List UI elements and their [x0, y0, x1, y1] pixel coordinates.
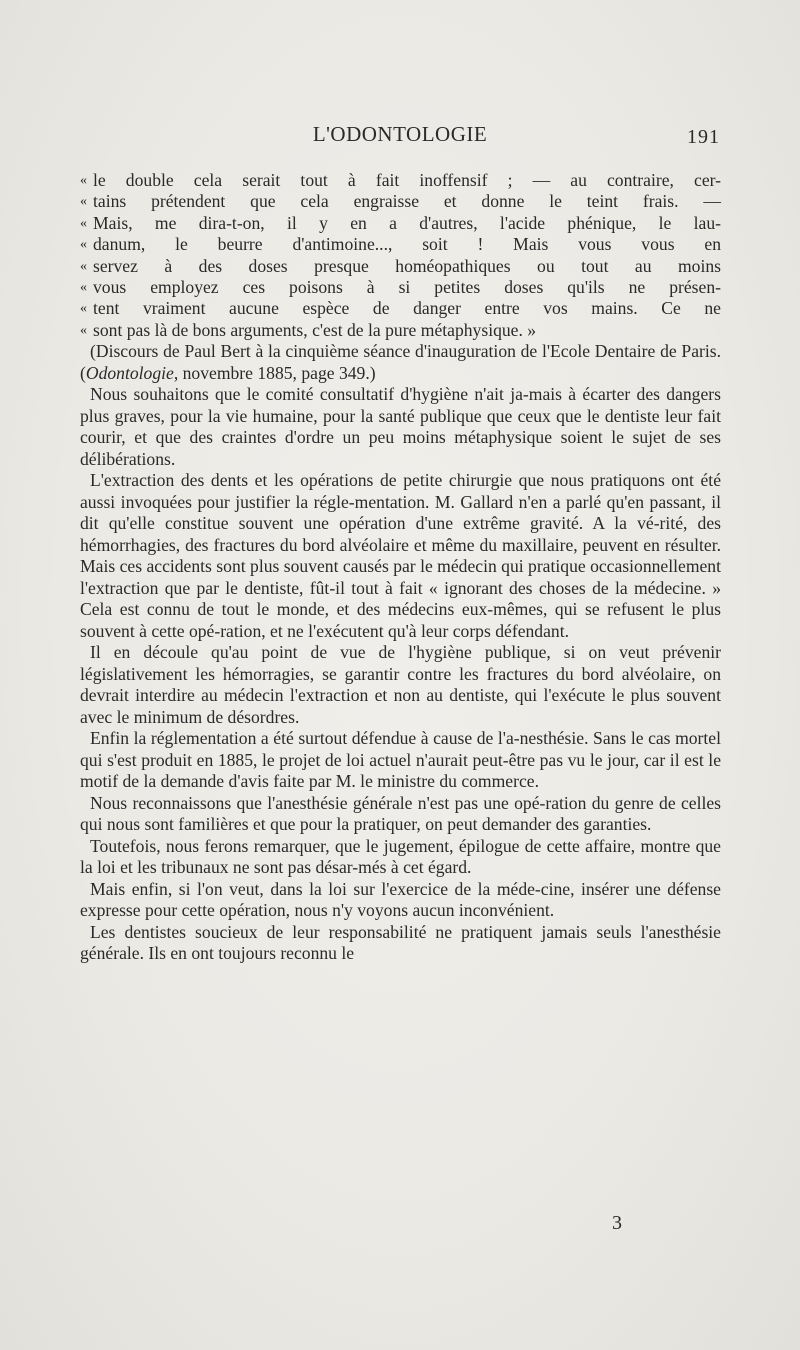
paragraph: Enfin la réglementation a été surtout défendue à cause de l'a-nesthésie. Sans le cas mortel qui s'est produit en 1885, le projet de loi actuel n'aurait peut-être pas vu le jour, car il est le motif de la demande d'avis faite par M. le ministre du commerce.: [80, 728, 721, 792]
journal-title: Odontologie: [85, 362, 174, 383]
paragraph: Toutefois, nous ferons remarquer, que le jugement, épilogue de cette affaire, montre que la loi et les tribunaux ne sont pas désar-més à cet égard.: [80, 835, 721, 878]
paragraph: L'extraction des dents et les opérations de petite chirurgie que nous pratiquons ont été aussi invoquées pour justifier la régle-mentation. M. Gallard n'en a parlé qu'en passant, il dit qu'elle constitue souvent une opération d'une extrême gravité. A la vé-rité, des hémorrhagies, des fractures du bord alvéolaire et même du maxillaire, peuvent en résulter. Mais ces accidents sont plus souvent causés par le médecin qui pratique occasionnellement l'extraction que par le dentiste, fût-il tout à fait « ignorant des choses de la médecine. » Cela est connu de tout le monde, et des médecins eux-mêmes, qui se refusent le plus souvent à cette opé-ration, et ne l'exécutent qu'à leur corps défendant.: [80, 470, 721, 641]
paragraph: Nous souhaitons que le comité consultatif d'hygiène n'ait ja-mais à écarter des dangers plus graves, pour la vie humaine, pour la santé publique que ceux que le dentiste leur fait courir, et que des craintes d'ordre un peu moins métaphysique soient le sujet de ses délibérations.: [80, 384, 721, 469]
quote-mark: «: [80, 237, 87, 253]
quote-mark: «: [80, 173, 87, 188]
quote-line: « Mais, me dira-t-on, il y en a d'autres, l'acide phénique, le lau-: [80, 212, 721, 233]
page-number: 191: [687, 126, 720, 148]
quote-line: « tent vraiment aucune espèce de danger entre vos mains. Ce ne: [80, 298, 721, 319]
quote-mark: «: [80, 280, 87, 296]
quote-line: « danum, le beurre d'antimoine..., soit ! Mais vous vous en: [80, 234, 721, 255]
signature-mark: 3: [612, 1212, 622, 1234]
quote-mark: «: [80, 215, 87, 231]
quote-line: « servez à des doses presque homéopathiques ou tout au moins: [80, 255, 721, 276]
paragraph: Les dentistes soucieux de leur responsabilité ne pratiquent jamais seuls l'anesthésie générale. Ils en ont toujours reconnu le: [80, 921, 721, 964]
quote-mark: «: [80, 301, 87, 317]
quote-line: « vous employez ces poisons à si petites doses qu'ils ne présen-: [80, 277, 721, 298]
quote-line: « tains prétendent que cela engraisse et donne le teint frais. —: [80, 191, 721, 212]
paragraph: Mais enfin, si l'on veut, dans la loi sur l'exercice de la méde-cine, insérer une défense expresse pour cette opération, nous n'y voyons aucun inconvénient.: [80, 878, 721, 921]
quote-mark: «: [80, 194, 87, 210]
quote-mark: «: [80, 322, 87, 338]
quote-block: [80, 170, 721, 341]
paragraph: Nous reconnaissons que l'anesthésie générale n'est pas une opé-ration du genre de celles qui nous sont familières et que pour la pratiquer, on peut demander des garanties.: [80, 792, 721, 835]
quote-line: « sont pas là de bons arguments, c'est de la pure métaphysique. »: [80, 319, 537, 340]
page-header: [80, 122, 720, 152]
body-text: [80, 170, 721, 965]
citation: (Discours de Paul Bert à la cinquième séance d'inauguration de l'Ecole Dentaire de Paris. (Odontologie, novembre 1885, page 349.): [80, 341, 721, 383]
quote-line: « le double cela serait tout à fait inoffensif ; — au contraire, cer-: [80, 170, 721, 190]
paragraph: Il en découle qu'au point de vue de l'hygiène publique, si on veut prévenir législativement les hémorragies, se garantir contre les fractures du bord alvéolaire, on devrait interdire au médecin l'extraction et non au dentiste, qui l'exécute le plus souvent avec le minimum de désordres.: [80, 642, 721, 727]
running-title: L'ODONTOLOGIE: [312, 122, 488, 146]
quote-mark: «: [80, 258, 87, 274]
